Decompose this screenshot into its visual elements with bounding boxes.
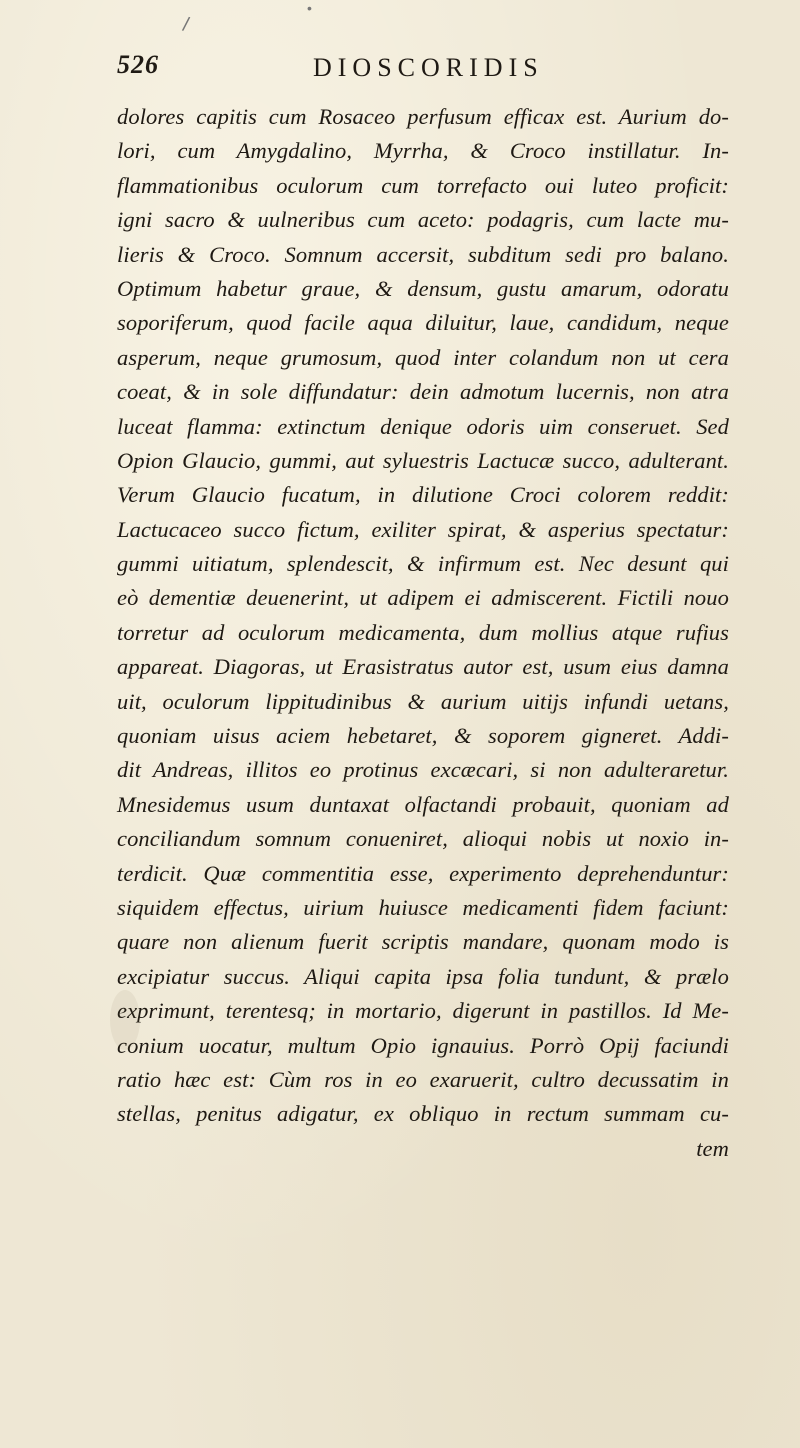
text-line: stellas, penitus adigatur, ex obliquo in rectum summam cu- [117,1101,729,1127]
text-line: Verum Glaucio fucatum, in dilutione Croci colorem reddit: [117,482,729,508]
text-line: siquidem effectus, uirium huiusce medicamenti fidem faciunt: [117,894,729,920]
text-line: igni sacro & uulneribus cum aceto: podagris, cum lacte mu- [117,207,729,233]
text-line: gummi uitiatum, splendescit, & infirmum est. Nec desunt qui [117,551,729,577]
page-header [0,50,800,90]
text-line: torretur ad oculorum medicamenta, dum mollius atque rufius [117,619,729,645]
ink-dot: • [307,0,312,16]
text-line: Opion Glaucio, gummi, aut syluestris Lactucæ succo, adulterant. [117,447,729,473]
text-line: dit Andreas, illitos eo protinus excæcari, si non adulteraretur. [117,757,729,783]
text-line: exprimunt, terentesq; in mortario, digerunt in pastillos. Id Me- [117,998,729,1024]
text-line: Optimum habetur graue, & densum, gustu amarum, odoratu [117,275,729,301]
text-line: excipiatur succus. Aliqui capita ipsa folia tundunt, & prælo [117,963,729,989]
body-text [117,100,729,1166]
text-line: dolores capitis cum Rosaceo perfusum efficax est. Aurium do- [117,104,729,129]
text-line: Lactucaceo succo fictum, exiliter spirat, & asperius spectatur: [117,516,729,542]
paper-stain [110,990,140,1050]
text-line: appareat. Diagoras, ut Erasistratus autor est, usum eius damna [117,654,729,680]
text-line: asperum, neque grumosum, quod inter colandum non ut cera [117,344,729,370]
running-head: DIOSCORIDIS [313,53,544,82]
text-line: quare non alienum fuerit scriptis mandare, quonam modo is [117,929,729,955]
text-line: ratio hæc est: Cùm ros in eo exaruerit, cultro decussatim in [117,1066,729,1092]
page-number: 526 [117,50,159,79]
text-line: coeat, & in sole diffundatur: dein admotum lucernis, non atra [117,379,729,405]
text-line: eò dementiæ deuenerint, ut adipem ei admiscerent. Fictili nouo [117,585,729,611]
text-line: luceat flamma: extinctum denique odoris uim conseruet. Sed [117,413,729,439]
text-line: uit, oculorum lippitudinibus & aurium uitijs infundi uetans, [117,688,729,714]
text-line: terdicit. Quæ commentitia esse, experimento deprehenduntur: [117,860,729,886]
text-line: flammationibus oculorum cum torrefacto oui luteo proficit: [117,172,729,198]
text-line: conciliandum somnum conueniret, alioqui nobis ut noxio in- [117,826,729,852]
text-line: conium uocatur, multum Opio ignauius. Porrò Opij faciundi [117,1032,729,1058]
text-line: lieris & Croco. Somnum accersit, subditum sedi pro balano. [117,241,729,267]
text-line: lori, cum Amygdalino, Myrrha, & Croco instillatur. In- [117,138,729,164]
text-line: Mnesidemus usum duntaxat olfactandi probauit, quoniam ad [117,791,729,817]
ink-mark: / [180,13,191,37]
text-line: soporiferum, quod facile aqua diluitur, laue, candidum, neque [117,310,729,336]
text-line: quoniam uisus aciem hebetaret, & soporem gigneret. Addi- [117,723,729,749]
catchword: tem [696,1135,729,1161]
